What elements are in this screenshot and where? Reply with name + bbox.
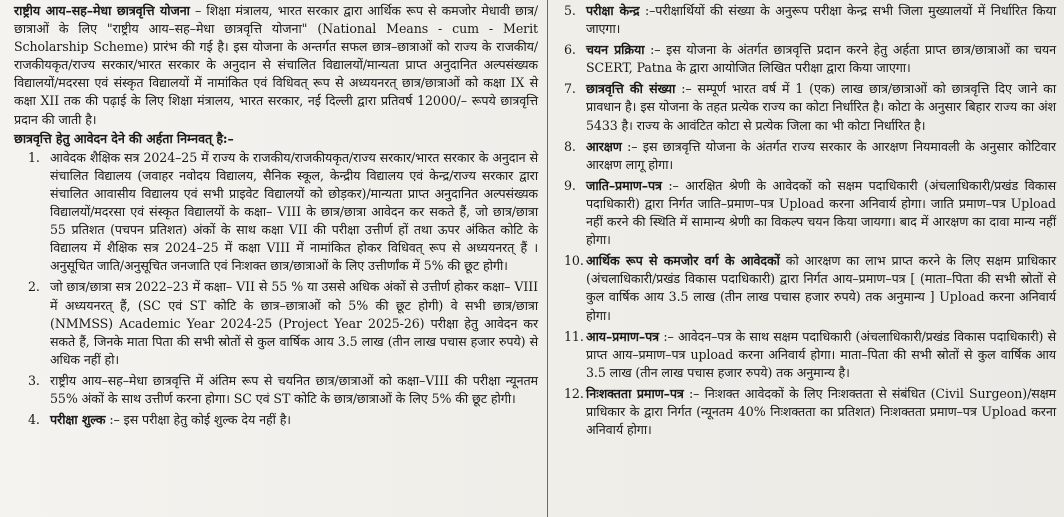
item-label: चयन प्रक्रिया (586, 42, 645, 58)
item-text (586, 80, 1056, 134)
item-text: आवेदक शैक्षिक सत्र 2024–25 में राज्य के राजकीय/राजकीयकृत/राज्य सरकार/भारत सरकार के अनुदान से संचालित विद्यालय (जवाहर नवोदय विद्यालय, सैनिक स्कूल, केन्द्रीय विद्यालय एवं केन्द्र/राज्य सरकार द्वारा संचालित आवासीय विद्यालय एवं सभी प्राइवेट विद्यालयों को छोड़कर)/मान्यता प्राप्त अनुदानित अल्पसंख्यक विद्यालयों/मदरसा एवं संस्कृत विद्यालयों के कक्षा– VIII के छात्र/छात्रा आवेदन कर सकते हैं, जो छात्र/छात्रा 55 प्रतिशत (पचपन प्रतिशत) अंकों के साथ कक्षा VII की परीक्षा उत्तीर्ण हों तथा ऊपर अंकित कोटि के विद्यालय में शैक्षिक सत्र 2024–25 में कक्षा VIII में नामांकित होकर विधिवत् रूप से अध्ययनरत् हैं । अनुसूचित जाति/अनुसूचित जनजाति एवं निःशक्त छात्र/छात्राओं के लिए उत्तीर्णांक में 5% की छूट होगी। (50, 149, 538, 274)
item-number: 4. (28, 412, 40, 428)
item-label: परीक्षा शुल्क (50, 412, 106, 428)
item-number: 2. (28, 279, 40, 295)
item-number: 12. (564, 385, 584, 401)
list-item (14, 149, 538, 276)
item-label: आरक्षण (586, 138, 622, 154)
item-label: जाति–प्रमाण–पत्र (586, 177, 662, 193)
item-number: 1. (28, 149, 40, 165)
item-number: 6. (564, 42, 576, 58)
item-number: 10. (564, 253, 584, 269)
item-body: :– इस परीक्षा हेतु कोई शुल्क देय नहीं है। (105, 412, 291, 428)
item-body: :– इस योजना के अंतर्गत छात्रवृत्ति प्रदान करने हेतु अर्हता प्राप्त छात्र/छात्राओं का चयन SCERT, Patna के द्वारा आयोजित लिखित परीक्षा द्वारा किया जाएगा। (586, 42, 1056, 76)
list-item (14, 411, 538, 429)
item-text (586, 2, 1056, 38)
list-item (558, 2, 1056, 38)
item-number: 11. (564, 328, 584, 344)
item-label: निःशक्तता प्रमाण–पत्र (586, 385, 684, 401)
item-body: :–परीक्षार्थियों की संख्या के अनुरूप परीक्षा केन्द्र सभी जिला मुख्यालयों में निर्धारित किया जाएगा। (586, 3, 1056, 37)
item-text (586, 328, 1056, 382)
item-number: 3. (28, 372, 40, 388)
list-item (558, 252, 1056, 324)
item-text (586, 138, 1056, 174)
item-body: :– निःशक्त आवेदकों के लिए निःशक्तता से संबंधित (Civil Surgeon)/सक्षम प्राधिकार के द्वारा निर्गत (न्यूनतम 40% निःशक्तता का प्रतिशत) निःशक्तता प्रमाण–पत्र Upload करना अनिवार्य होगा। (586, 385, 1056, 438)
left-column (14, 2, 538, 432)
item-body: :– इस छात्रवृत्ति योजना के अंतर्गत राज्य सरकार के आरक्षण नियमावली के अनुसार कोटिवार आरक्षण लागू होगा। (586, 138, 1056, 172)
item-text (586, 177, 1056, 249)
eligibility-heading: छात्रवृत्ति हेतु आवेदन देने की अर्हता निम्नवत् है:– (14, 130, 234, 146)
item-text (50, 411, 538, 429)
list-item (558, 80, 1056, 134)
right-column (558, 2, 1056, 442)
list-item (558, 328, 1056, 382)
item-body: को आरक्षण का लाभ प्राप्त करने के लिए सक्षम प्राधिकार (अंचलाधिकारी/प्रखंड विकास पदाधिकारी) द्वारा निर्गत आय–प्रमाण–पत्र [ (माता–पिता की सभी स्रोतों से कुल वार्षिक आय 3.5 लाख (तीन लाख पचास हजार रुपये) तक अनुमान्य ] Upload करना अनिवार्य होगा। (586, 253, 1056, 323)
list-item (14, 372, 538, 408)
item-text (586, 252, 1056, 324)
item-body: :– आरक्षित श्रेणी के आवेदकों को सक्षम पदाधिकारी (अंचलाधिकारी/प्रखंड विकास पदाधिकारी) द्वारा निर्गत जाति–प्रमाण–पत्र Upload करना अनिवार्य होगा। जाति प्रमाण–पत्र Upload नहीं करने की स्थिति में सामान्य श्रेणी का विकल्प चयन किया जायगा। बाद में आरक्षण का दावा मान्य नहीं होगा। (586, 177, 1056, 248)
list-item (558, 177, 1056, 249)
list-item (558, 138, 1056, 174)
list-item (558, 385, 1056, 439)
item-label: आर्थिक रूप से कमजोर वर्ग के आवेदकों (586, 253, 780, 269)
item-label: आय–प्रमाण–पत्र (586, 328, 660, 344)
item-number: 9. (564, 177, 576, 193)
item-body: :– आवेदन–पत्र के साथ सक्षम पदाधिकारी (अंचलाधिकारी/प्रखंड विकास पदाधिकारी) से प्राप्त आय–प्रमाण–पत्र upload करना अनिवार्य होगा। माता–पिता की सभी स्रोतों से कुल वार्षिक आय 3.5 लाख (तीन लाख पचास हजार रुपये) तक अनुमान्य है। (586, 328, 1056, 380)
item-text: राष्ट्रीय आय–सह–मेधा छात्रवृत्ति में अंतिम रूप से चयनित छात्र/छात्राओं को कक्षा–VIII की परीक्षा न्यूनतम 55% अंकों के साथ उत्तीर्ण करना होगा। SC एवं ST कोटि के छात्र/छात्राओं के लिए 5% की छूट होगी। (50, 372, 538, 406)
intro-paragraph (14, 2, 538, 129)
intro-title: राष्ट्रीय आय–सह–मेधा छात्रवृत्ति योजना (14, 3, 190, 18)
column-divider (547, 0, 548, 517)
item-text (586, 385, 1056, 439)
item-number: 7. (564, 81, 576, 97)
item-body: :– सम्पूर्ण भारत वर्ष में 1 (एक) लाख छात्र/छात्राओं को छात्रवृत्ति दिए जाने का प्रावधान है। इस योजना के तहत प्रत्येक राज्य का कोटा निर्धारित है। कोटा के अनुसार बिहार राज्य का अंश 5433 है। राज्य के आवंटित कोटा से प्रत्येक जिला का भी कोटा निर्धारित है। (586, 81, 1056, 133)
intro-body: – शिक्षा मंत्रालय, भारत सरकार द्वारा आर्थिक रूप से कमजोर मेधावी छात्र/छात्राओं के लिए "राष्ट्रीय आय–सह–मेधा छात्रवृत्ति योजना" (National Means - cum - Merit Scholarship Scheme) प्रारंभ की गई है। इस योजना के अन्तर्गत सफल छात्र–छात्राओं को राज्य के राजकीय/राजकीयकृत/राज्य सरकार/भारत सरकार के अनुदान से संचालित विद्यालयों/मान्यता प्राप्त अनुदानित अल्पसंख्यक विद्यालयों/मदरसा एवं संस्कृत विद्यालयों में नामांकित एवं विधिवत् रूप से अध्ययनरत् छात्र/छात्राओं को कक्षा IX से कक्षा XII तक की पढ़ाई के लिए शिक्षा मंत्रालय, भारत सरकार, नई दिल्ली द्वारा प्रतिवर्ष 12000/– रूपये छात्रवृत्ति प्रदान की जाती है। (14, 3, 538, 127)
item-label: छात्रवृत्ति की संख्या (586, 81, 676, 97)
list-item (14, 278, 538, 368)
item-number: 5. (564, 3, 576, 18)
item-label: परीक्षा केन्द्र (586, 3, 640, 18)
item-text (586, 41, 1056, 77)
list-item (558, 41, 1056, 77)
item-number: 8. (564, 138, 576, 154)
item-text: जो छात्र/छात्रा सत्र 2022–23 में कक्षा– VII से 55 % या उससे अधिक अंकों से उत्तीर्ण होकर कक्षा– VIII में अध्ययनरत् हैं, (SC एवं ST कोटि के छात्र–छात्राओं को 5% की छूट होगी) वे सभी छात्र/छात्रा (NMMSS) Academic Year 2024-25 (Project Year 2025-26) परीक्षा हेतु आवेदन कर सकते हैं, जिनके माता पिता की सभी स्रोतों से कुल वार्षिक आय 3.5 लाख (तीन लाख पचास हजार रुपये) से अधिक नहीं हो। (50, 279, 538, 367)
